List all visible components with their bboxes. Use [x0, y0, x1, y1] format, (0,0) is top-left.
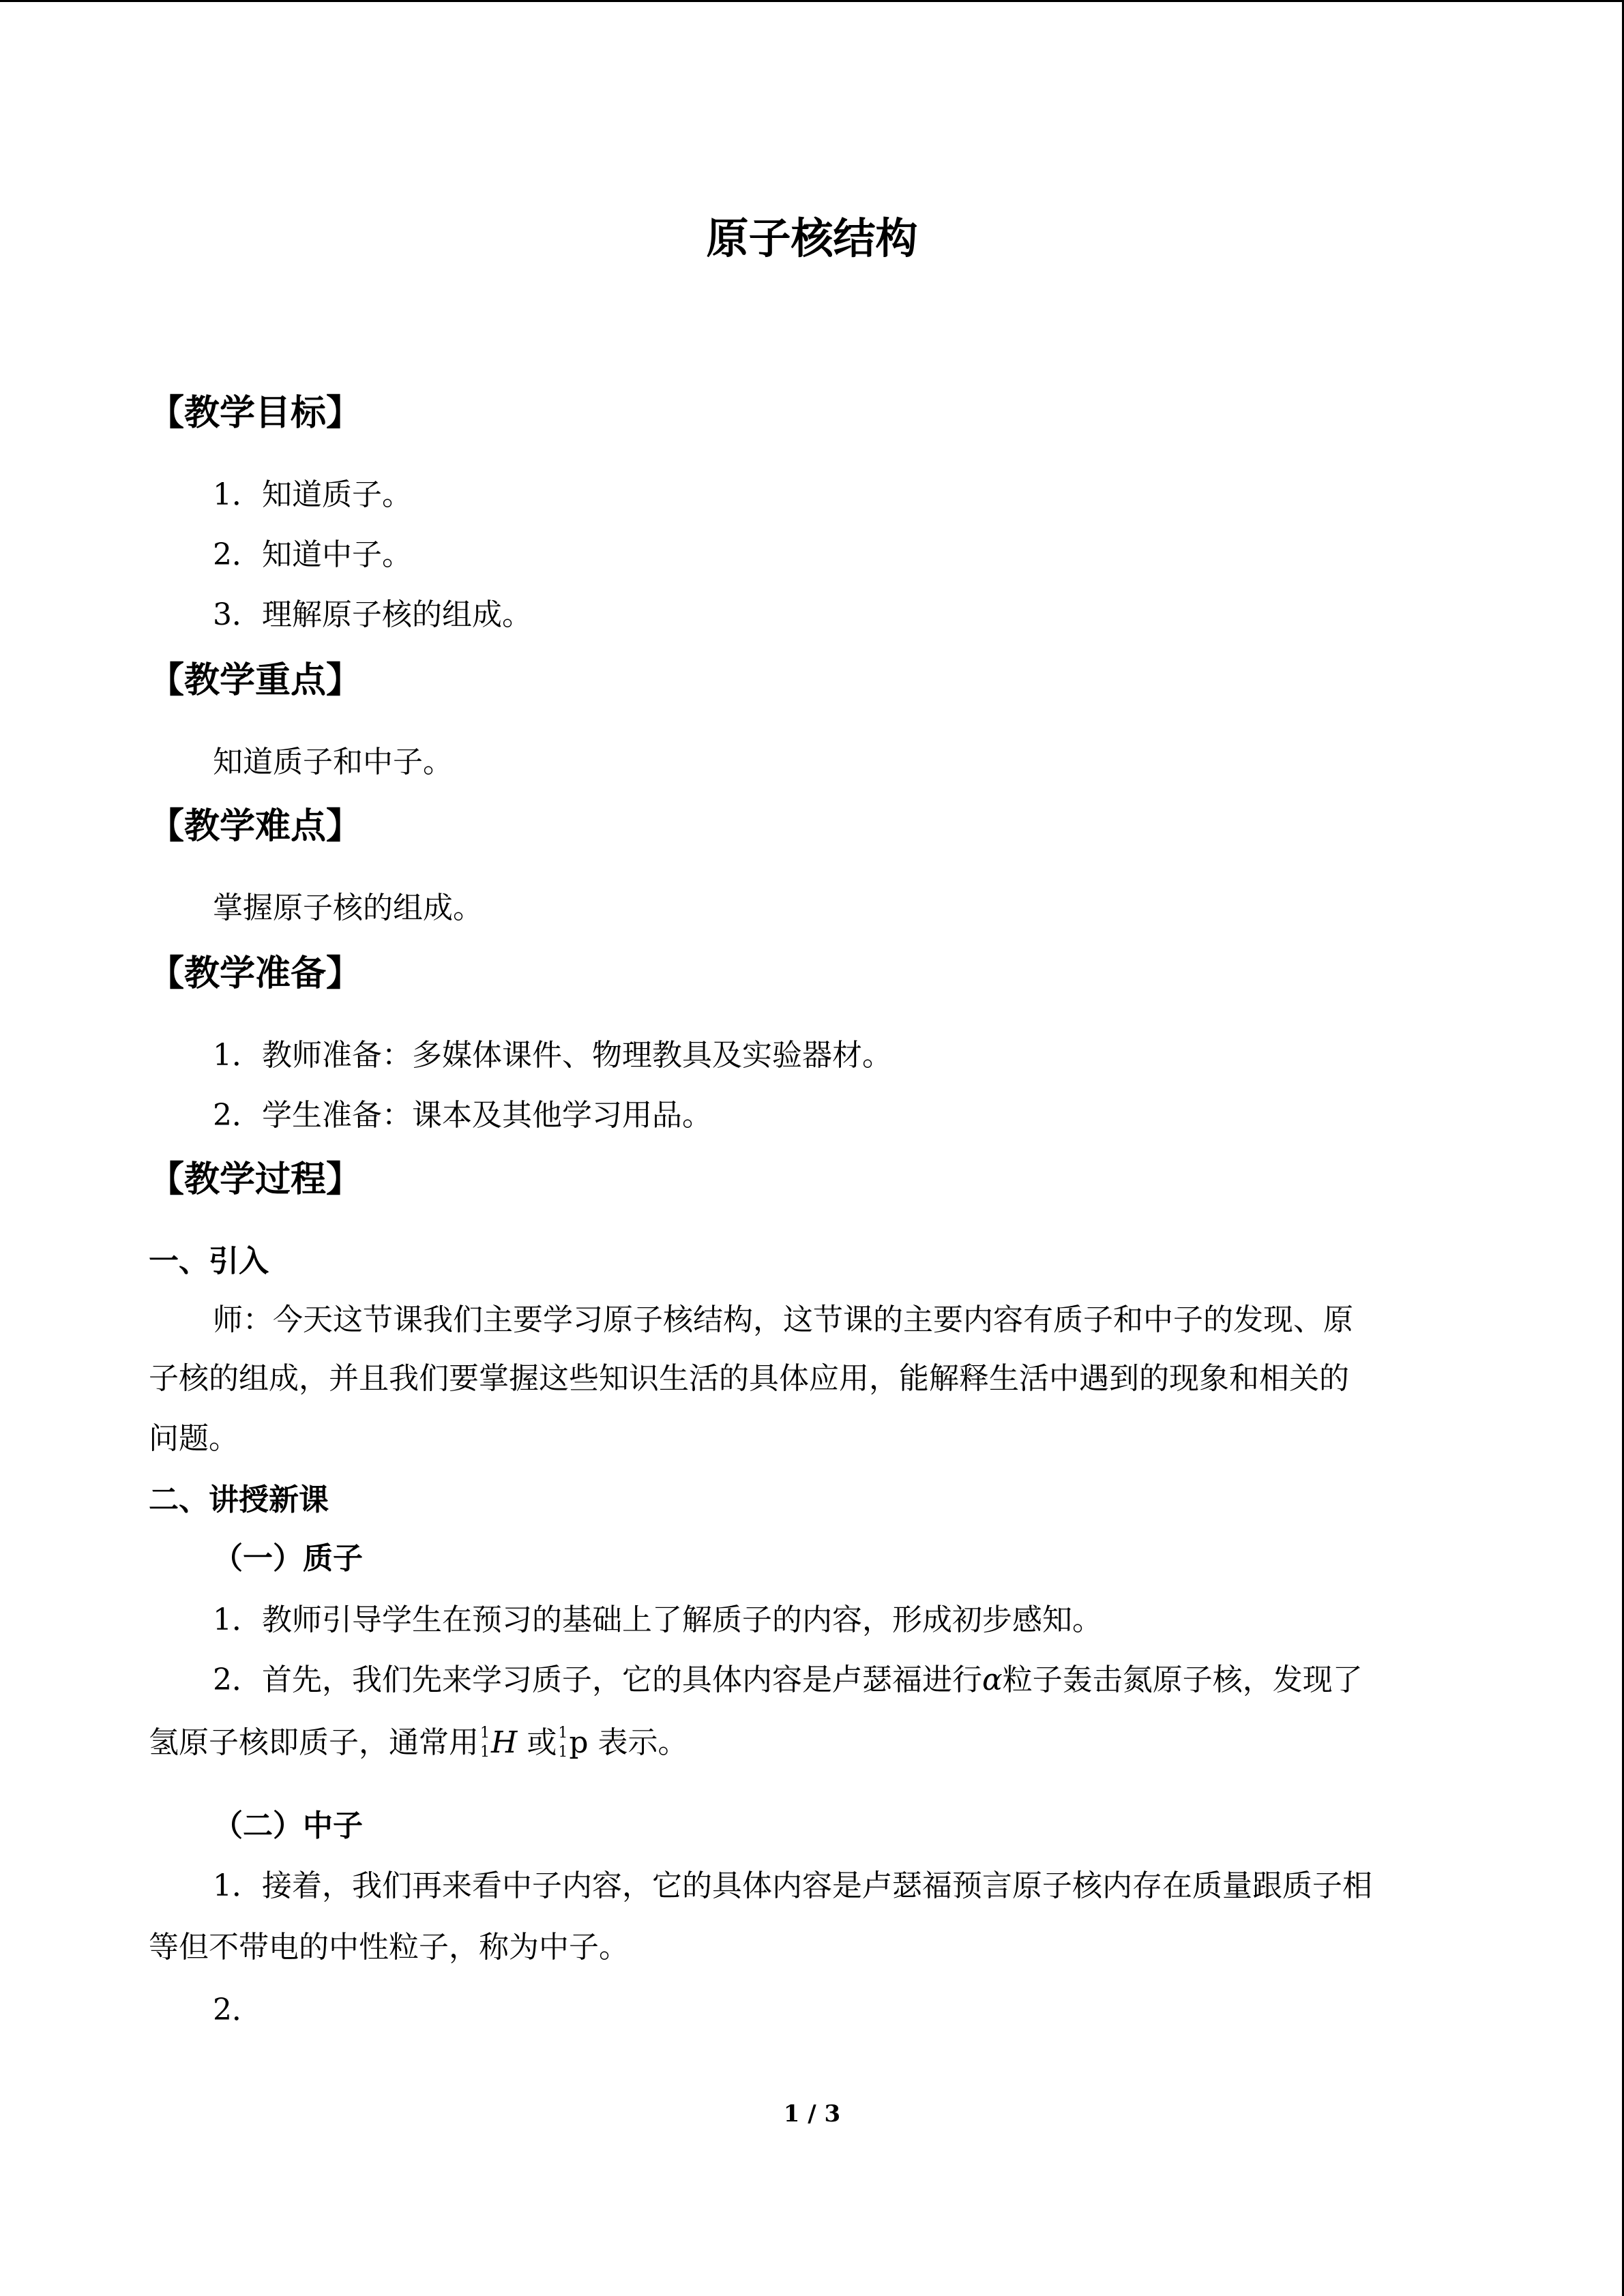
difficulties-heading: 【教学难点】 [149, 806, 362, 847]
proton-line-3 [149, 1723, 688, 1763]
mass-number: 1 [480, 1724, 490, 1742]
proton-line-3-end: 表示。 [597, 1725, 688, 1760]
process-heading: 【教学过程】 [149, 1159, 362, 1200]
proton-line-2-end: 粒子轰击氮原子核，发现了 [1002, 1663, 1363, 1697]
page-indicator: 1 / 3 [783, 2100, 841, 2128]
proton-line-2 [213, 1660, 1363, 1701]
neutron-line-2: 等但不带电的中性粒子，称为中子。 [149, 1930, 629, 1965]
mass-number-p: 1 [558, 1724, 568, 1742]
intro-line-3: 问题。 [149, 1421, 239, 1456]
or-text: 或 [527, 1725, 557, 1760]
preparation-heading: 【教学准备】 [149, 953, 362, 994]
isotope-notation-h [479, 1724, 491, 1761]
hydrogen-symbol: H [491, 1725, 518, 1760]
proton-symbol: p [569, 1725, 589, 1760]
proton-line-1: 1．教师引导学生在预习的基础上了解质子的内容，形成初步感知。 [213, 1602, 1102, 1637]
intro-line-1: 师：今天这节课我们主要学习原子核结构，这节课的主要内容有质子和中子的发现、原 [213, 1302, 1353, 1337]
preparation-item-2: 2．学生准备：课本及其他学习用品。 [213, 1098, 712, 1133]
neutron-line-3: 2． [213, 1993, 262, 2027]
objective-item-3: 3．理解原子核的组成。 [213, 597, 532, 632]
neutron-line-1: 1．接着，我们再来看中子内容，它的具体内容是卢瑟福预言原子核内存在质量跟质子相 [213, 1868, 1372, 1903]
intro-line-2: 子核的组成，并且我们要掌握这些知识生活的具体应用，能解释生活中遇到的现象和相关的 [149, 1361, 1349, 1396]
alpha-symbol: α [982, 1663, 1003, 1697]
objectives-heading: 【教学目标】 [149, 393, 362, 434]
proton-heading: （一）质子 [213, 1541, 363, 1576]
difficulties-text: 掌握原子核的组成。 [213, 891, 483, 925]
keypoints-heading: 【教学重点】 [149, 660, 362, 701]
document-title: 原子核结构 [706, 213, 918, 263]
neutron-heading: （二）中子 [213, 1808, 363, 1843]
proton-line-2-start: 2．首先，我们先来学习质子，它的具体内容是卢瑟福进行 [213, 1663, 982, 1697]
isotope-notation-p [557, 1724, 569, 1761]
atomic-number: 1 [480, 1743, 490, 1761]
preparation-item-1: 1．教师准备：多媒体课件、物理教具及实验器材。 [213, 1038, 892, 1073]
intro-heading: 一、引入 [149, 1244, 269, 1279]
keypoints-text: 知道质子和中子。 [213, 745, 453, 779]
objective-item-1: 1．知道质子。 [213, 477, 412, 512]
atomic-number-p: 1 [558, 1743, 568, 1761]
new-lesson-heading: 二、讲授新课 [149, 1482, 329, 1517]
objective-item-2: 2．知道中子。 [213, 537, 412, 572]
proton-line-3-start: 氢原子核即质子，通常用 [149, 1725, 479, 1760]
